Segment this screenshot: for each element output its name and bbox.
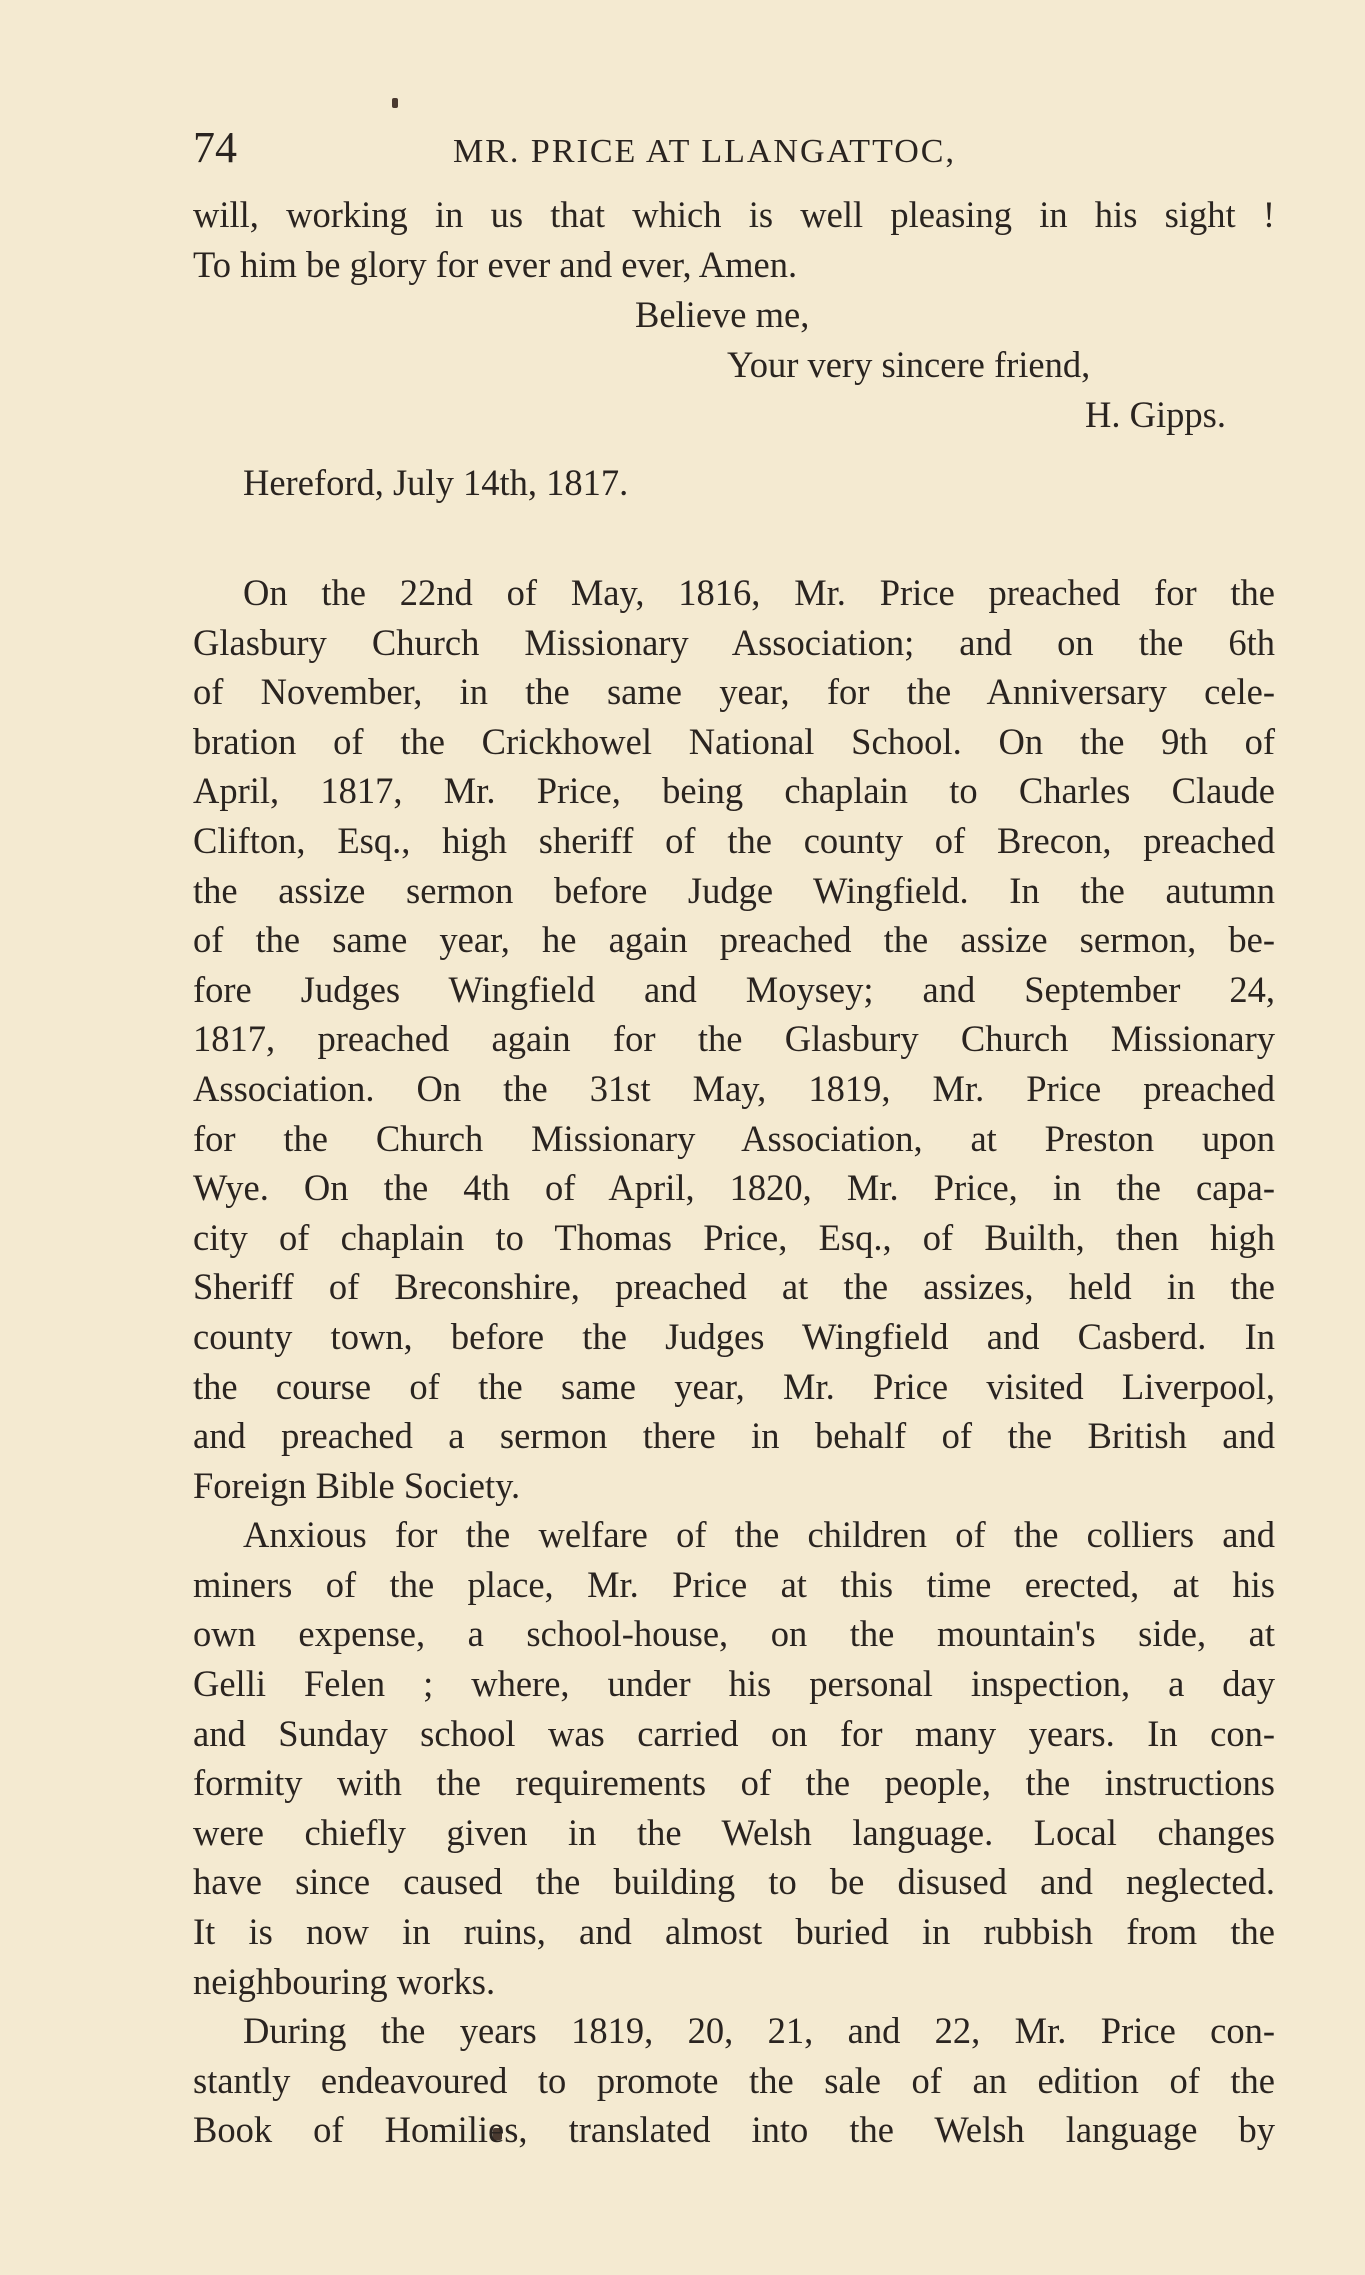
body-line: 1817, preached again for the Glasbury Church Missionary <box>193 1018 1275 1060</box>
body-line: and preached a sermon there in behalf of the British and <box>193 1415 1275 1457</box>
body-line: for the Church Missionary Association, at Preston upon <box>193 1117 1275 1159</box>
body-line: city of chaplain to Thomas Price, Esq., of Builth, then high <box>193 1216 1275 1258</box>
body-line: Foreign Bible Society. <box>193 1464 521 1506</box>
body-line: Sheriff of Breconshire, preached at the assizes, held in the <box>193 1266 1275 1308</box>
letter-valediction: Your very sincere friend, <box>727 344 1091 385</box>
body-line: bration of the Crickhowel National School. On the 9th of <box>193 720 1275 762</box>
body-line: the assize sermon before Judge Wingfield. In the autumn <box>193 869 1275 911</box>
body-text <box>193 568 1275 2155</box>
body-line: It is now in ruins, and almost buried in rubbish from the <box>193 1911 1275 1953</box>
body-line: and Sunday school was carried on for many years. In con- <box>193 1712 1275 1754</box>
body-line: During the years 1819, 20, 21, and 22, Mr. Price con- <box>243 2010 1275 2052</box>
letter-signature: H. Gipps. <box>1085 394 1226 435</box>
page-number: 74 <box>193 123 237 172</box>
letter-line: To him be glory for ever and ever, Amen. <box>193 243 798 285</box>
body-line: Association. On the 31st May, 1819, Mr. Price preached <box>193 1067 1275 1109</box>
body-line: formity with the requirements of the people, the instructions <box>193 1762 1275 1804</box>
running-title: MR. PRICE AT LLANGATTOC, <box>453 133 956 170</box>
body-line: own expense, a school-house, on the mountain's side, at <box>193 1613 1275 1655</box>
body-line: county town, before the Judges Wingfield and Casberd. In <box>193 1315 1275 1357</box>
body-line: Glasbury Church Missionary Association; and on the 6th <box>193 621 1275 663</box>
body-line: of the same year, he again preached the assize sermon, be- <box>193 919 1275 961</box>
body-line: miners of the place, Mr. Price at this time erected, at his <box>193 1563 1275 1605</box>
body-line: have since caused the building to be disused and neglected. <box>193 1861 1275 1903</box>
body-line: stantly endeavoured to promote the sale of an edition of the <box>193 2059 1275 2101</box>
body-line: neighbouring works. <box>193 1960 496 2002</box>
body-line: Book of Homilies, translated into the Welsh language by <box>193 2109 1275 2151</box>
ink-mark-top <box>392 98 398 108</box>
body-line: Clifton, Esq., high sheriff of the county of Brecon, preached <box>193 819 1275 861</box>
letter-closing: Believe me, <box>635 294 810 335</box>
body-line: fore Judges Wingfield and Moysey; and September 24, <box>193 968 1275 1010</box>
letter-dateline: Hereford, July 14th, 1817. <box>243 462 629 503</box>
body-line: Gelli Felen ; where, under his personal inspection, a day <box>193 1663 1275 1705</box>
body-line: Wye. On the 4th of April, 1820, Mr. Price, in the capa- <box>193 1167 1275 1209</box>
letter-text <box>193 190 1275 289</box>
body-line: the course of the same year, Mr. Price visited Liverpool, <box>193 1365 1275 1407</box>
body-line: April, 1817, Mr. Price, being chaplain to Charles Claude <box>193 770 1275 812</box>
body-line: On the 22nd of May, 1816, Mr. Price preached for the <box>243 572 1275 613</box>
body-line: were chiefly given in the Welsh language. Local changes <box>193 1811 1275 1853</box>
body-line: Anxious for the welfare of the children of the colliers and <box>243 1514 1275 1556</box>
letter-line: will, working in us that which is well pleasing in his sight ! <box>193 194 1275 235</box>
page-header <box>193 118 1273 178</box>
body-line: of November, in the same year, for the Anniversary cele- <box>193 671 1275 713</box>
